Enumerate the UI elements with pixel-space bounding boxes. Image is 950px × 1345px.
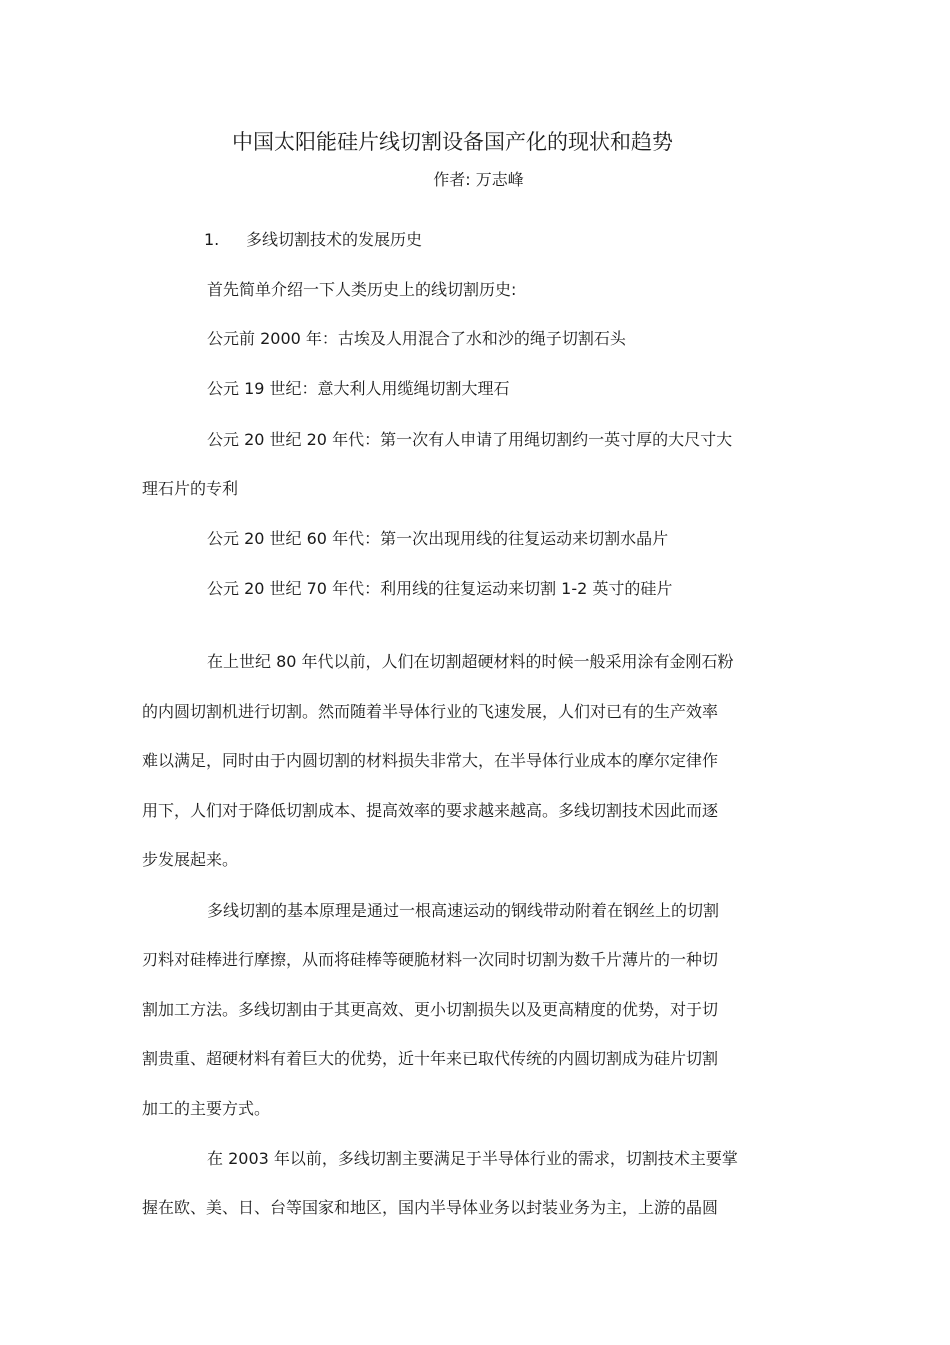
- paragraph-line: 加工的主要方式。: [142, 1099, 271, 1118]
- paragraph-line: 多线切割的基本原理是通过一根高速运动的钢线带动附着在钢丝上的切割: [207, 901, 720, 920]
- paragraph-line: 割加工方法。多线切割由于其更高效、更小切割损失以及更高精度的优势，对于切: [142, 1000, 719, 1019]
- paragraph-line: 在上世纪 80 年代以前，人们在切割超硬材料的时候一般采用涂有金刚石粉: [207, 652, 734, 671]
- paragraph-line: 割贵重、超硬材料有着巨大的优势，近十年来已取代传统的内圆切割成为硅片切割: [142, 1049, 719, 1068]
- paragraph-line: 在 2003 年以前，多线切割主要满足于半导体行业的需求，切割技术主要掌: [207, 1149, 738, 1168]
- timeline-item: 公元 20 世纪 60 年代：第一次出现用线的往复运动来切割水晶片: [207, 529, 669, 548]
- timeline-item: 公元 20 世纪 20 年代：第一次有人申请了用绳切割约一英寸厚的大尺寸大: [207, 430, 733, 449]
- paragraph-line: 用下，人们对于降低切割成本、提高效率的要求越来越高。多线切割技术因此而逐: [142, 801, 719, 820]
- document-title: 中国太阳能硅片线切割设备国产化的现状和趋势: [232, 130, 673, 154]
- paragraph-line: 步发展起来。: [142, 850, 239, 869]
- section-number: 1.: [204, 230, 220, 249]
- timeline-item: 公元前 2000 年：古埃及人用混合了水和沙的绳子切割石头: [207, 329, 626, 348]
- paragraph-line: 的内圆切割机进行切割。然而随着半导体行业的飞速发展，人们对已有的生产效率: [142, 702, 719, 721]
- section-heading: 多线切割技术的发展历史: [246, 230, 423, 249]
- intro-line: 首先简单介绍一下人类历史上的线切割历史:: [207, 280, 517, 299]
- timeline-item-continuation: 理石片的专利: [142, 479, 239, 498]
- timeline-item: 公元 19 世纪：意大利人用缆绳切割大理石: [207, 379, 510, 398]
- paragraph-line: 握在欧、美、日、台等国家和地区，国内半导体业务以封装业务为主，上游的晶圆: [142, 1198, 719, 1217]
- document-author: 作者: 万志峰: [433, 170, 524, 189]
- paragraph-line: 难以满足，同时由于内圆切割的材料损失非常大，在半导体行业成本的摩尔定律作: [142, 751, 719, 770]
- paragraph-line: 刃料对硅棒进行摩擦，从而将硅棒等硬脆材料一次同时切割为数千片薄片的一种切: [142, 950, 719, 969]
- timeline-item: 公元 20 世纪 70 年代：利用线的往复运动来切割 1-2 英寸的硅片: [207, 579, 673, 598]
